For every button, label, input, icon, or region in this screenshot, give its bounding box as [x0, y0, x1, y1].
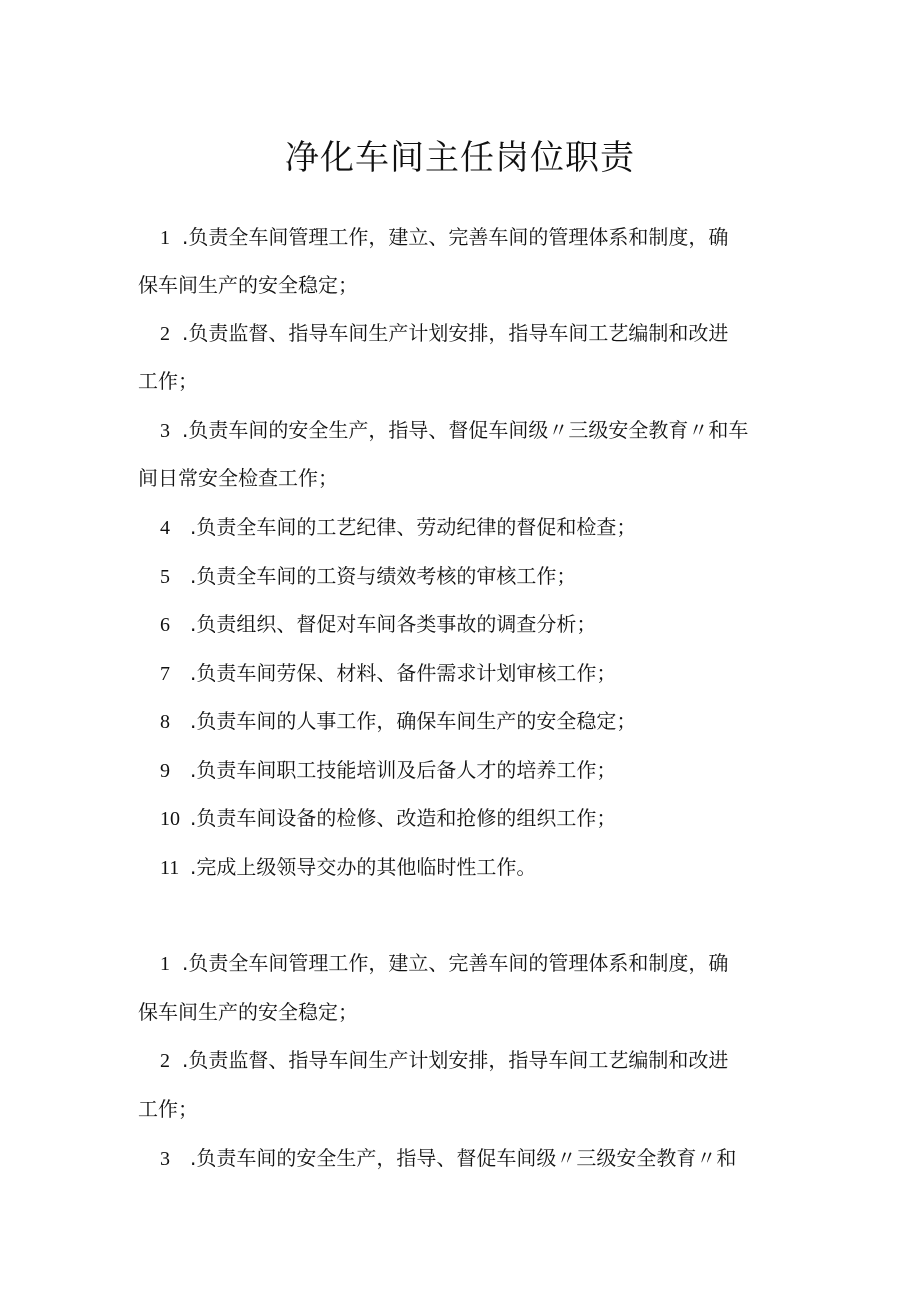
duty-line: [160, 415, 788, 446]
item-number: 2: [160, 323, 170, 345]
item-number: 4: [160, 517, 170, 539]
duty-line: [160, 609, 788, 640]
duty-line: [160, 948, 788, 979]
item-number: 6: [160, 614, 170, 636]
item-number: 7: [160, 663, 170, 685]
item-text: .负责车间的安全生产，指导、督促车间级〃三级安全教育〃和: [190, 1146, 737, 1170]
duty-line: [160, 222, 788, 253]
duty-line: [160, 706, 788, 737]
item-number: 1: [160, 953, 170, 975]
item-text: 保车间生产的安全稳定；: [138, 1000, 358, 1024]
item-number: 8: [160, 711, 170, 733]
duty-line: [160, 658, 788, 689]
item-number: 10: [160, 808, 180, 830]
duty-line: [160, 803, 788, 834]
duty-line: [160, 1045, 788, 1076]
duty-line: [160, 512, 788, 543]
item-number: 1: [160, 227, 170, 249]
item-text: .负责车间的人事工作，确保车间生产的安全稳定；: [190, 709, 637, 733]
item-text: .负责组织、督促对车间各类事故的调查分析；: [190, 612, 597, 636]
page-title: 净化车间主任岗位职责: [285, 138, 635, 178]
item-text: .负责车间劳保、材料、备件需求计划审核工作；: [190, 661, 617, 685]
item-text: .完成上级领导交办的其他临时性工作。: [190, 855, 537, 879]
duty-line-continuation: [138, 270, 788, 300]
duty-line: [160, 1143, 788, 1174]
item-number: 9: [160, 760, 170, 782]
item-number: 3: [160, 420, 170, 442]
duty-line-continuation: [138, 1094, 788, 1124]
item-number: 11: [160, 857, 180, 879]
duty-line: [160, 852, 788, 883]
item-text: .负责监督、指导车间生产计划安排，指导车间工艺编制和改进: [182, 321, 729, 345]
item-text: 工作；: [138, 1097, 198, 1121]
item-text: .负责车间的安全生产，指导、督促车间级〃三级安全教育〃和车: [182, 418, 749, 442]
item-text: .负责全车间管理工作，建立、完善车间的管理体系和制度，确: [182, 225, 729, 249]
duty-line: [160, 318, 788, 349]
duty-line: [160, 561, 788, 592]
duty-line: [160, 755, 788, 786]
item-number: 3: [160, 1148, 170, 1170]
item-text: .负责全车间的工艺纪律、劳动纪律的督促和检查；: [190, 515, 637, 539]
item-text: .负责全车间的工资与绩效考核的审核工作；: [190, 564, 577, 588]
item-text: .负责全车间管理工作，建立、完善车间的管理体系和制度，确: [182, 951, 729, 975]
item-number: 5: [160, 566, 170, 588]
item-text: .负责车间职工技能培训及后备人才的培养工作；: [190, 758, 617, 782]
item-text: .负责监督、指导车间生产计划安排，指导车间工艺编制和改进: [182, 1048, 729, 1072]
duty-line-continuation: [138, 366, 788, 396]
item-text: .负责车间设备的检修、改造和抢修的组织工作；: [190, 806, 617, 830]
duty-line-continuation: [138, 997, 788, 1027]
item-text: 保车间生产的安全稳定；: [138, 273, 358, 297]
duty-line-continuation: [138, 463, 788, 493]
item-number: 2: [160, 1050, 170, 1072]
item-text: 间日常安全检查工作；: [138, 466, 338, 490]
item-text: 工作；: [138, 369, 198, 393]
